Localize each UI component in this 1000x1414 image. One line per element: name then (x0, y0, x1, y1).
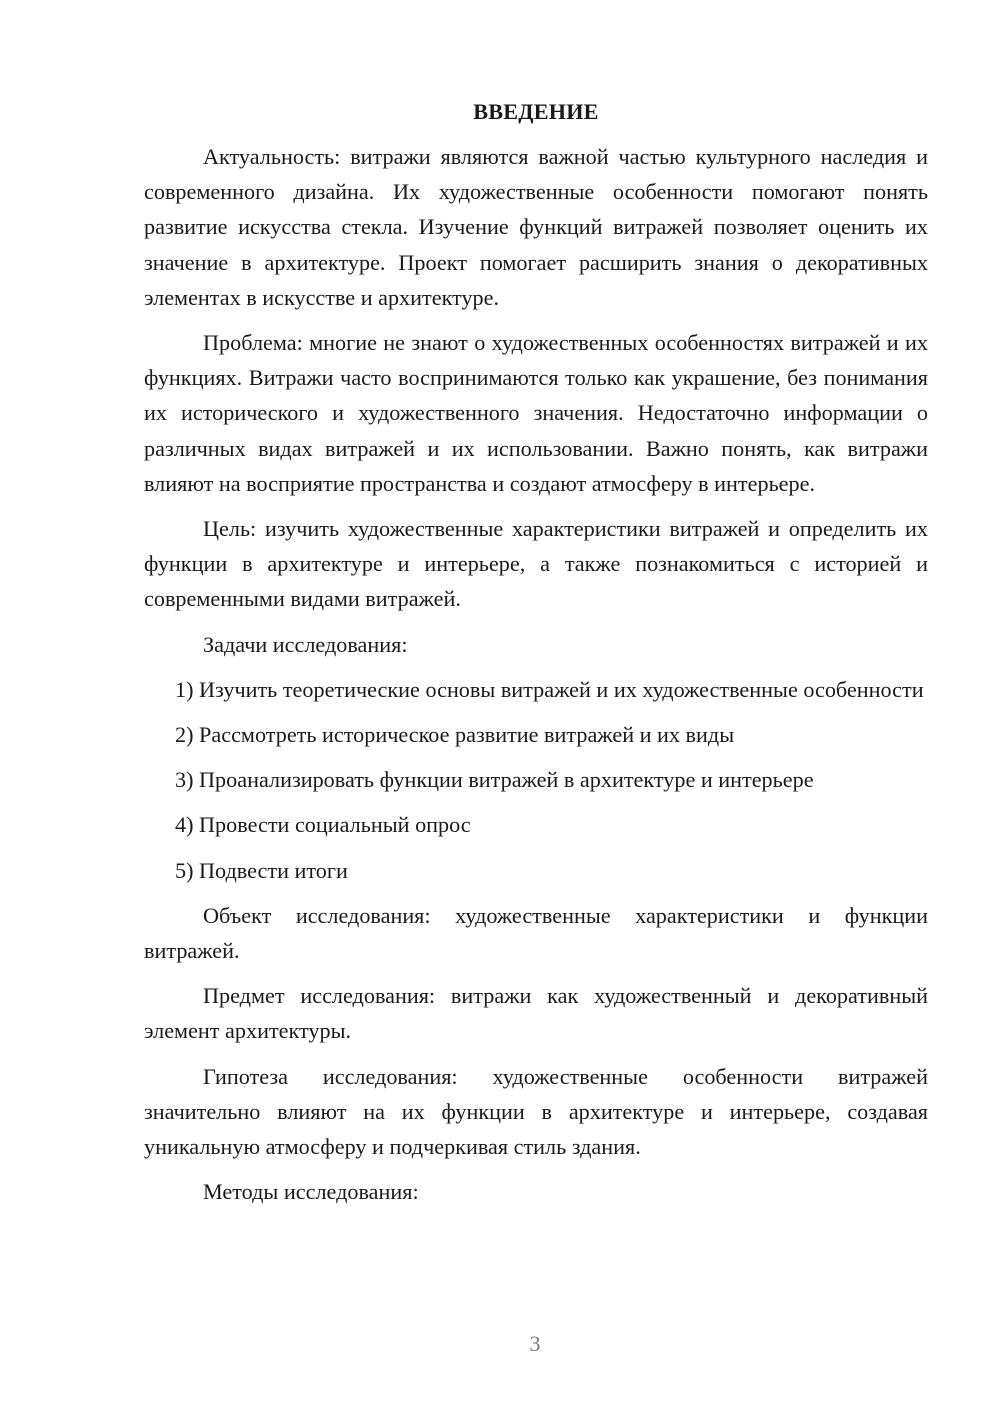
page-number: 3 (529, 1331, 541, 1356)
task-item: 2) Рассмотреть историческое развитие витражей и их виды (175, 722, 735, 748)
subject-paragraph: Предмет исследования: витражи как художественный и декоративный элемент архитектуры. (144, 983, 928, 1044)
task-item: 5) Подвести итоги (175, 857, 348, 883)
task-item: 3) Проанализировать функции витражей в архитектуре и интерьере (175, 767, 814, 793)
task-item: 1) Изучить теоретические основы витражей и их художественные особенности (175, 676, 924, 702)
goal-paragraph: Цель: изучить художественные характеристики витражей и определить их функции в архитектуре и интерьере, а также познакомиться с историей и современными видами витражей. (144, 516, 928, 612)
object-paragraph: Объект исследования: художественные характеристики и функции витражей. (144, 902, 928, 964)
problem-paragraph: Проблема: многие не знают о художественных особенностях витражей и их функциях. Витражи часто воспринимаются только как украшение, без понимания их исторического и художественного значения. Недостаточно информации о различных видах витражей и их использовании. Важно понять, как витражи влияют на восприятие пространства и создают атмосферу в интерьере. (144, 330, 928, 496)
task-item: 4) Провести социальный опрос (175, 812, 471, 838)
page-title: ВВЕДЕНИЕ (473, 99, 599, 124)
page-content (144, 94, 928, 1219)
hypothesis-paragraph: Гипотеза исследования: художественные особенности витражей значительно влияют на их функции в архитектуре и интерьере, создавая уникальную атмосферу и подчеркивая стиль здания. (144, 1063, 928, 1160)
tasks-heading: Задачи исследования: (203, 631, 408, 657)
relevance-paragraph: Актуальность: витражи являются важной частью культурного наследия и современного дизайна. Их художественные особенности помогают понять развитие искусства стекла. Изучение функций витражей позволяет оценить их значение в архитектуре. Проект помогает расширить знания о декоративных элементах в искусстве и архитектуре. (144, 144, 928, 310)
methods-heading: Методы исследования: (203, 1179, 419, 1205)
